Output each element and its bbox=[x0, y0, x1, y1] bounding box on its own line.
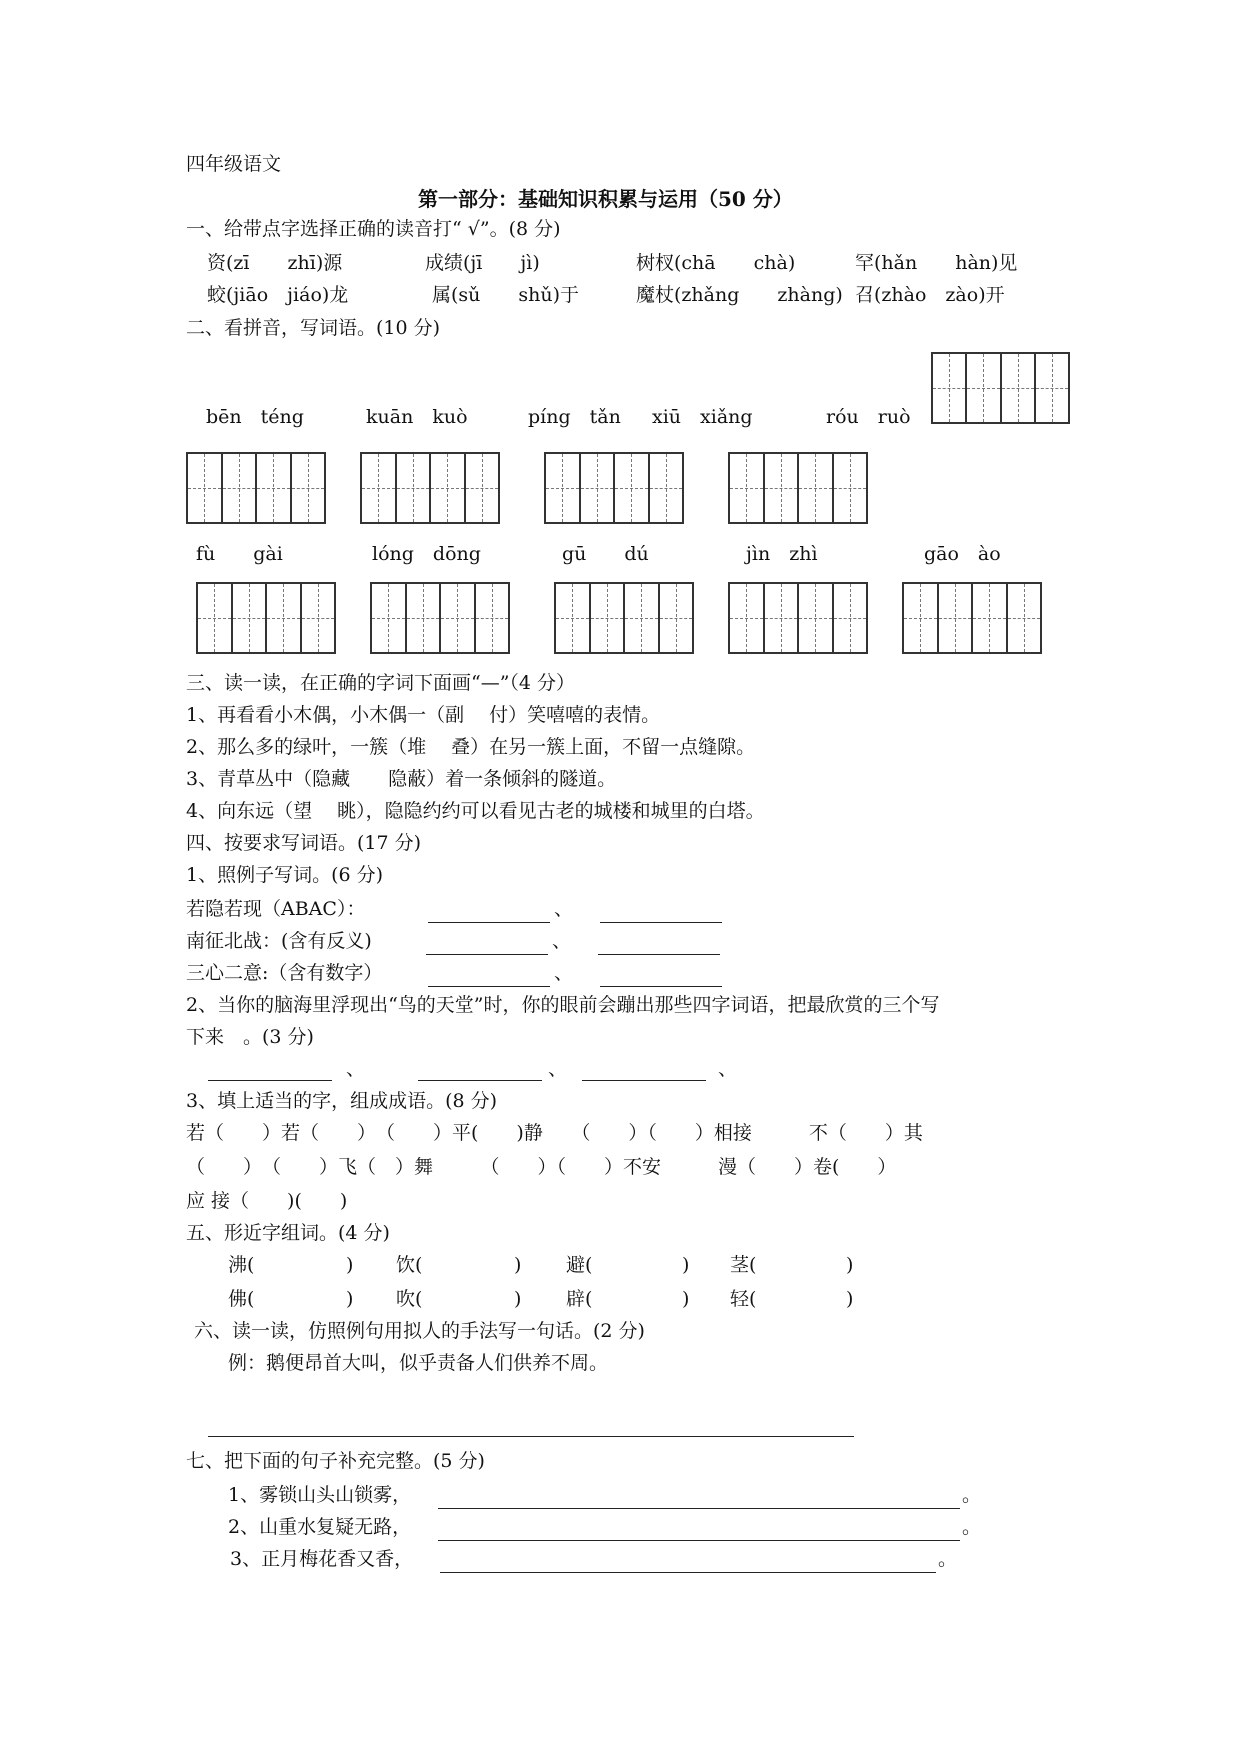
char-grid-3[interactable] bbox=[544, 452, 684, 524]
section-4-sub1: 1、照例子写词。(6 分) bbox=[186, 864, 384, 886]
pinyin-prompt-7: lóng dōng bbox=[372, 543, 481, 565]
similar-char-1[interactable]: 沸( bbox=[228, 1254, 255, 1276]
char-grid-4[interactable] bbox=[728, 452, 868, 524]
section-4-sub2-line2: 下来 。(3 分) bbox=[186, 1026, 314, 1048]
sentence-prompt-1: 1、雾锁山头山锁雾， bbox=[228, 1484, 412, 1506]
pinyin-choice-7[interactable]: 魔杖(zhǎng zhàng) bbox=[636, 284, 843, 306]
pinyin-choice-3[interactable]: 树杈(chā chà) bbox=[636, 252, 796, 274]
idiom-row-2[interactable]: （ ） （ ）飞（ ）舞 （ ）（ ）不安 漫（ ）卷( ） bbox=[186, 1156, 897, 1178]
answer-blank[interactable] bbox=[208, 1080, 332, 1081]
char-grid-6[interactable] bbox=[196, 582, 336, 654]
answer-line[interactable] bbox=[438, 1508, 960, 1509]
answer-blank[interactable] bbox=[428, 986, 550, 987]
paren-close: ) bbox=[346, 1288, 354, 1310]
section-4-sub2-line1: 2、当你的脑海里浮现出“鸟的天堂”时，你的眼前会蹦出那些四字词语，把最欣赏的三个写 bbox=[186, 994, 940, 1016]
section-7-title: 七、把下面的句子补充完整。(5 分) bbox=[186, 1450, 485, 1472]
answer-blank[interactable] bbox=[598, 954, 720, 955]
section-2-title: 二、看拼音，写词语。(10 分) bbox=[186, 317, 441, 339]
separator: 、 bbox=[554, 898, 574, 920]
answer-blank[interactable] bbox=[428, 922, 550, 923]
paren-close: ) bbox=[846, 1254, 854, 1276]
char-grid-8[interactable] bbox=[554, 582, 694, 654]
similar-char-7[interactable]: 辟( bbox=[566, 1288, 593, 1310]
similar-char-8[interactable]: 轻( bbox=[730, 1288, 757, 1310]
separator: 、 bbox=[548, 1058, 568, 1080]
pinyin-prompt-9: jìn zhì bbox=[746, 543, 818, 565]
section-4-sub3: 3、填上适当的字，组成成语。(8 分) bbox=[186, 1090, 498, 1112]
idiom-row-1[interactable]: 若（ ）若（ ） （ ）平( )静 （ ）（ ）相接 不（ ）其 bbox=[186, 1122, 923, 1144]
char-grid-9[interactable] bbox=[728, 582, 868, 654]
char-grid-7[interactable] bbox=[370, 582, 510, 654]
paren-close: ) bbox=[682, 1288, 690, 1310]
sentence-prompt-3: 3、正月梅花香又香， bbox=[230, 1548, 414, 1570]
word-example-1: 若隐若现（ABAC）： bbox=[186, 898, 366, 920]
underline-item-3[interactable]: 3、青草丛中（隐藏 隐蔽）着一条倾斜的隧道。 bbox=[186, 768, 617, 790]
similar-char-3[interactable]: 避( bbox=[566, 1254, 593, 1276]
idiom-row-3[interactable]: 应 接（ )( ) bbox=[186, 1190, 348, 1212]
answer-line[interactable] bbox=[440, 1572, 936, 1573]
char-grid-2[interactable] bbox=[360, 452, 500, 524]
answer-blank[interactable] bbox=[600, 922, 722, 923]
similar-char-6[interactable]: 吹( bbox=[396, 1288, 423, 1310]
separator: 、 bbox=[718, 1058, 738, 1080]
section-1-title: 一、给带点字选择正确的读音打“ √”。(8 分) bbox=[186, 218, 561, 240]
paren-close: ) bbox=[846, 1288, 854, 1310]
answer-line[interactable] bbox=[438, 1540, 960, 1541]
char-grid-1[interactable] bbox=[186, 452, 326, 524]
word-example-3: 三心二意:（含有数字） bbox=[186, 962, 383, 984]
char-grid-5[interactable] bbox=[931, 352, 1070, 424]
pinyin-choice-1[interactable]: 资(zī zhī)源 bbox=[207, 252, 343, 274]
pinyin-prompt-1: bēn téng bbox=[206, 406, 304, 428]
pinyin-choice-8[interactable]: 召(zhào zào)开 bbox=[855, 284, 1005, 306]
pinyin-choice-4[interactable]: 罕(hǎn hàn)见 bbox=[855, 252, 1018, 274]
period: 。 bbox=[938, 1548, 958, 1570]
pinyin-choice-2[interactable]: 成绩(jī jì) bbox=[425, 252, 540, 274]
pinyin-prompt-10: gāo ào bbox=[924, 543, 1001, 565]
similar-char-5[interactable]: 佛( bbox=[228, 1288, 255, 1310]
similar-char-4[interactable]: 茎( bbox=[730, 1254, 757, 1276]
paren-close: ) bbox=[514, 1288, 522, 1310]
answer-blank[interactable] bbox=[582, 1080, 706, 1081]
paren-close: ) bbox=[346, 1254, 354, 1276]
pinyin-prompt-4: xiū xiǎng bbox=[652, 406, 753, 428]
word-example-2: 南征北战：(含有反义) bbox=[186, 930, 372, 952]
char-grid-10[interactable] bbox=[902, 582, 1042, 654]
separator: 、 bbox=[554, 962, 574, 984]
underline-item-1[interactable]: 1、再看看小木偶，小木偶一（副 付）笑嘻嘻的表情。 bbox=[186, 704, 661, 726]
grade-subject-label: 四年级语文 bbox=[186, 153, 282, 175]
underline-item-2[interactable]: 2、那么多的绿叶，一簇（堆 叠）在另一簇上面，不留一点缝隙。 bbox=[186, 736, 756, 758]
pinyin-prompt-5: róu ruò bbox=[826, 406, 911, 428]
pinyin-prompt-6: fù gài bbox=[196, 543, 283, 565]
part-title: 第一部分：基础知识积累与运用（50 分） bbox=[418, 187, 793, 211]
pinyin-prompt-8: gū dú bbox=[562, 543, 649, 565]
answer-blank[interactable] bbox=[600, 986, 722, 987]
similar-char-2[interactable]: 饮( bbox=[396, 1254, 423, 1276]
period: 。 bbox=[962, 1516, 982, 1538]
paren-close: ) bbox=[682, 1254, 690, 1276]
answer-blank[interactable] bbox=[418, 1080, 542, 1081]
underline-item-4[interactable]: 4、向东远（望 眺），隐隐约约可以看见古老的城楼和城里的白塔。 bbox=[186, 800, 765, 822]
period: 。 bbox=[962, 1484, 982, 1506]
pinyin-choice-6[interactable]: 属(sǔ shǔ)于 bbox=[432, 284, 580, 306]
paren-close: ) bbox=[514, 1254, 522, 1276]
pinyin-prompt-3: píng tǎn bbox=[528, 406, 621, 428]
answer-blank[interactable] bbox=[426, 954, 548, 955]
section-5-title: 五、形近字组词。(4 分) bbox=[186, 1222, 390, 1244]
section-3-title: 三、读一读，在正确的字词下面画“—”（4 分） bbox=[186, 672, 576, 694]
separator: 、 bbox=[346, 1058, 366, 1080]
pinyin-choice-5[interactable]: 蛟(jiāo jiáo)龙 bbox=[207, 284, 349, 306]
pinyin-prompt-2: kuān kuò bbox=[366, 406, 468, 428]
sentence-prompt-2: 2、山重水复疑无路， bbox=[228, 1516, 412, 1538]
answer-line[interactable] bbox=[208, 1436, 854, 1437]
section-4-title: 四、按要求写词语。(17 分) bbox=[186, 832, 422, 854]
separator: 、 bbox=[552, 930, 572, 952]
example-sentence: 例：鹅便昂首大叫，似乎责备人们供养不周。 bbox=[228, 1352, 609, 1374]
section-6-title: 六、读一读，仿照例句用拟人的手法写一句话。(2 分) bbox=[194, 1320, 645, 1342]
